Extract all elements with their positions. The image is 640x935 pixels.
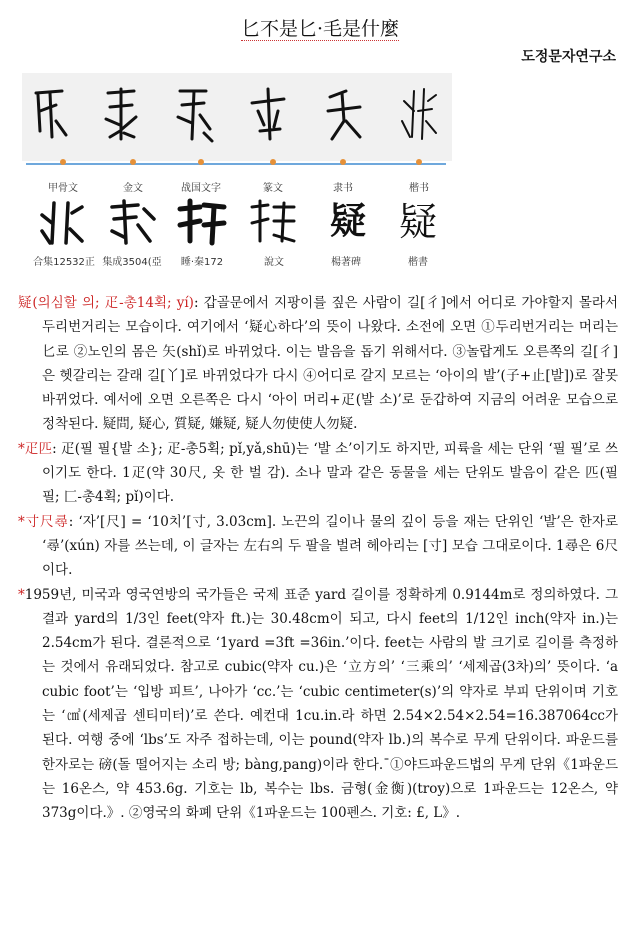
oracle-bone-glyph-strip [22,73,452,161]
script-label: 篆文 [263,183,283,194]
page-title: 匕不是匕·毛是什麼 [240,18,400,40]
glyph-5-image [320,81,370,147]
timeline-tick [416,159,422,165]
paragraph-text: : 疋(필 필{발 소}; 疋-총5획; pǐ,yǎ,shū)는 ‘발 소’이기도 하지만, 피륙을 세는 단위 ‘필 필’로 쓰이기도 한다. 1疋(약 30尺, 옷 한 벌 감). 소나 말과 같은 동물을 세는 단위도 발음이 같은 匹(필 필; 匚-총4획; pǐ)이다. [42,440,618,506]
source-label: 合集12532正 [33,257,95,268]
paragraph-cun [18,510,618,583]
paragraph-text: : ‘자’[尺] = ‘10치’[寸, 3.03cm]. 노끈의 길이나 물의 깊이 등을 재는 단위인 ‘발’은 한자로 ‘尋’(xún) 자를 쓰는데, 이 글자는 左右의 두 팔을 벌려 헤아리는 [寸] 모습 그대로이다. 1尋은 6尺이다. [42,513,618,579]
timeline-tick [270,159,276,165]
timeline-tick [340,159,346,165]
script-label: 楷书 [409,183,429,194]
source-label: 說文 [264,257,284,268]
organization-name: 도정문자연구소 [521,49,616,65]
bottom-glyph-5: 疑 [329,201,366,242]
paragraph-text: : 갑골문에서 지팡이를 짚은 사람이 길[彳]에서 어디로 가야할지 몰라서 두리번거리는 모습이다. 여기에서 ‘疑心하다’의 뜻이 나왔다. 소전에 오면 ①두리번거리는 머리는 匕로 ②노인의 몸은 矢(shǐ)로 바뀌었다. 이는 발음을 돕기 위해서다. ③놀랍게도 오른쪽의 길[彳]은 헷갈리는 갈래 길[丫]로 바뀌었다가 다시 ④어디로 갈지 모르는 ‘아이의 발’(子+止[발])로 잘못 바뀌었다. 예서에 오면 오른쪽은 다시 ‘아이 머리+疋(발 소)’로 둔갑하여 지금의 어려운 모습으로 정착된다. 疑問, 疑心, 質疑, 嫌疑, 疑人勿使使人勿疑. [42,295,618,433]
source-label: 楷書 [408,257,428,268]
timeline-axis [26,163,446,165]
character-evolution-figure [22,73,452,273]
entry-head: *疋匹 [18,440,53,457]
timeline-tick [60,159,66,165]
script-label: 甲骨文 [48,183,78,194]
entry-head: * [18,586,25,603]
glyph-6-image [392,81,442,147]
script-label: 金文 [123,183,143,194]
paragraph-pi [18,437,618,510]
timeline-tick [130,159,136,165]
script-label: 战国文字 [181,183,221,194]
bottom-glyph-6: 疑 [398,200,437,244]
article-body [18,291,618,826]
script-label: 隶书 [333,183,353,194]
source-label: 楊著碑 [331,257,361,268]
glyph-3-image [170,81,220,147]
timeline-tick [198,159,204,165]
entry-head: 疑(의심할 의; 疋-총14획; yí) [18,295,194,311]
glyph-1-image [26,81,76,147]
glyph-2-image [96,81,146,147]
bottom-glyph-3-image [174,197,230,247]
bottom-glyph-2-image [104,197,160,247]
paragraph-yi [18,291,618,437]
entry-head: *寸尺尋 [18,513,69,530]
glyph-4-image [244,81,294,147]
paragraph-text: 1959년, 미국과 영국연방의 국가들은 국제 표준 yard 길이를 정확하게 0.9144m로 정의하였다. 그 결과 yard의 1/3인 feet(약자 ft.)는 30.48cm이 되고, 다시 feet의 1/12인 inch(약자 in.)는 2.54cm가 된다. 결론적으로 ‘1yard =3ft =36in.’이다. feet는 사람의 발 크기로 길이를 측정하는 것에서 유래되었다. 참고로 cubic(약자 cu.)은 ‘立方의’ ‘三乘의’ ‘세제곱(3차)의’ 뜻이다. ‘a cubic foot’는 ‘입방 피트’, 나아가 ‘cc.’는 ‘cubic centimeter(s)’의 약자로 부피 단위이며 기호는 ‘㎤(세제곱 센티미터)’로 쓴다. 예컨대 1cu.in.라 하면 2.54×2.54×2.54=16.387064cc가 된다. 여행 중에 ‘lbs’도 자주 접하는데, 이는 pound(약자 lb.)의 복수로 무게 단위이다. 파운드를 한자로는 磅(돌 떨어지는 소리 방; bàng,pang)이라 한다.¯①야드파운드법의 무게 단위《1파운드는 16온스, 약 453.6g. 기호는 lb, 복수는 lbs. 금형(金衡)(troy)으로 1파운드는 12온스, 약 373g이다.》. ②영국의 화폐 단위《1파운드는 100펜스. 기호: £, L》. [24,586,618,822]
paragraph-yard [18,583,618,826]
source-label: 睡·秦172 [180,257,224,268]
source-label: 集成3504(亞 [102,257,162,268]
bottom-glyph-4-image [246,197,302,247]
bottom-glyph-1-image [34,197,90,247]
